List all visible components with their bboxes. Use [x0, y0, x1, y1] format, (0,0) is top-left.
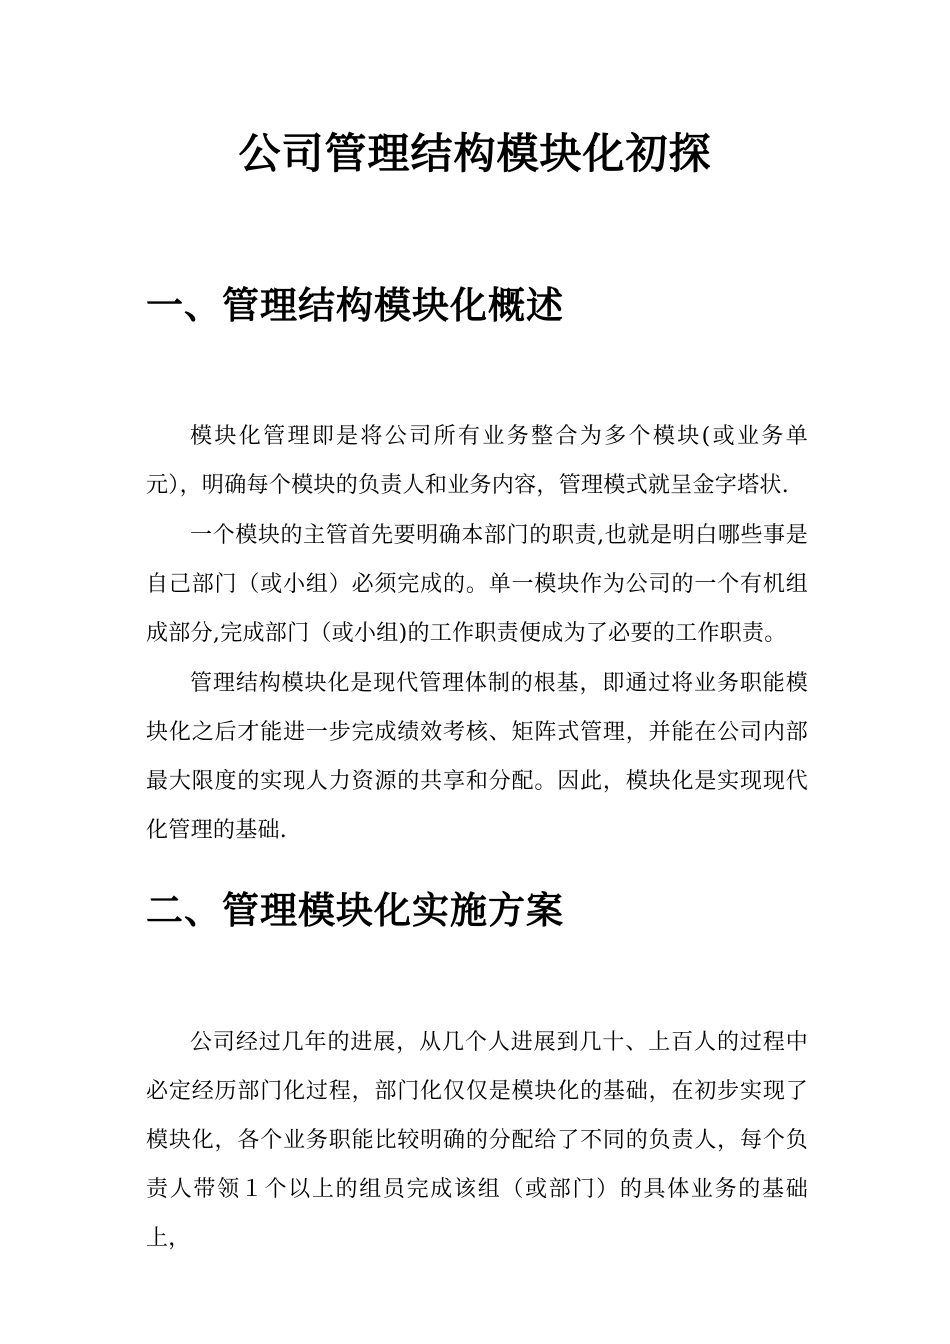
document-title: 公司管理结构模块化初探 — [238, 129, 712, 178]
paragraph-modular-foundation: 管理结构模块化是现代管理体制的根基，即通过将业务职能模块化之后才能进一步完成绩效考核、矩阵式管理，并能在公司内部最大限度的实现人力资源的共享和分配。因此，模块化是实现现代化管理的基础. — [146, 671, 808, 843]
paragraph-modular-definition: 模块化管理即是将公司所有业务整合为多个模块(或业务单元），明确每个模块的负责人和业务内容，管理模式就呈金字塔状. — [146, 424, 808, 498]
section-heading-overview: 一、管理结构模块化概述 — [146, 283, 564, 327]
paragraph-implementation-intro: 公司经过几年的进展，从几个人进展到几十、上百人的过程中必定经历部门化过程，部门化仅仅是模块化的基础，在初步实现了模块化，各个业务职能比较明确的分配给了不同的负责人，每个负责人带领１个以上的组员完成该组（或部门）的具体业务的基础上， — [146, 1030, 808, 1251]
paragraph-module-responsibility: 一个模块的主管首先要明确本部门的职责,也就是明白哪些事是自己部门（或小组）必须完成的。单一模块作为公司的一个有机组成部分,完成部门（或小组)的工作职责便成为了必要的工作职责。 — [146, 523, 808, 646]
section-heading-implementation: 二、管理模块化实施方案 — [146, 888, 564, 932]
